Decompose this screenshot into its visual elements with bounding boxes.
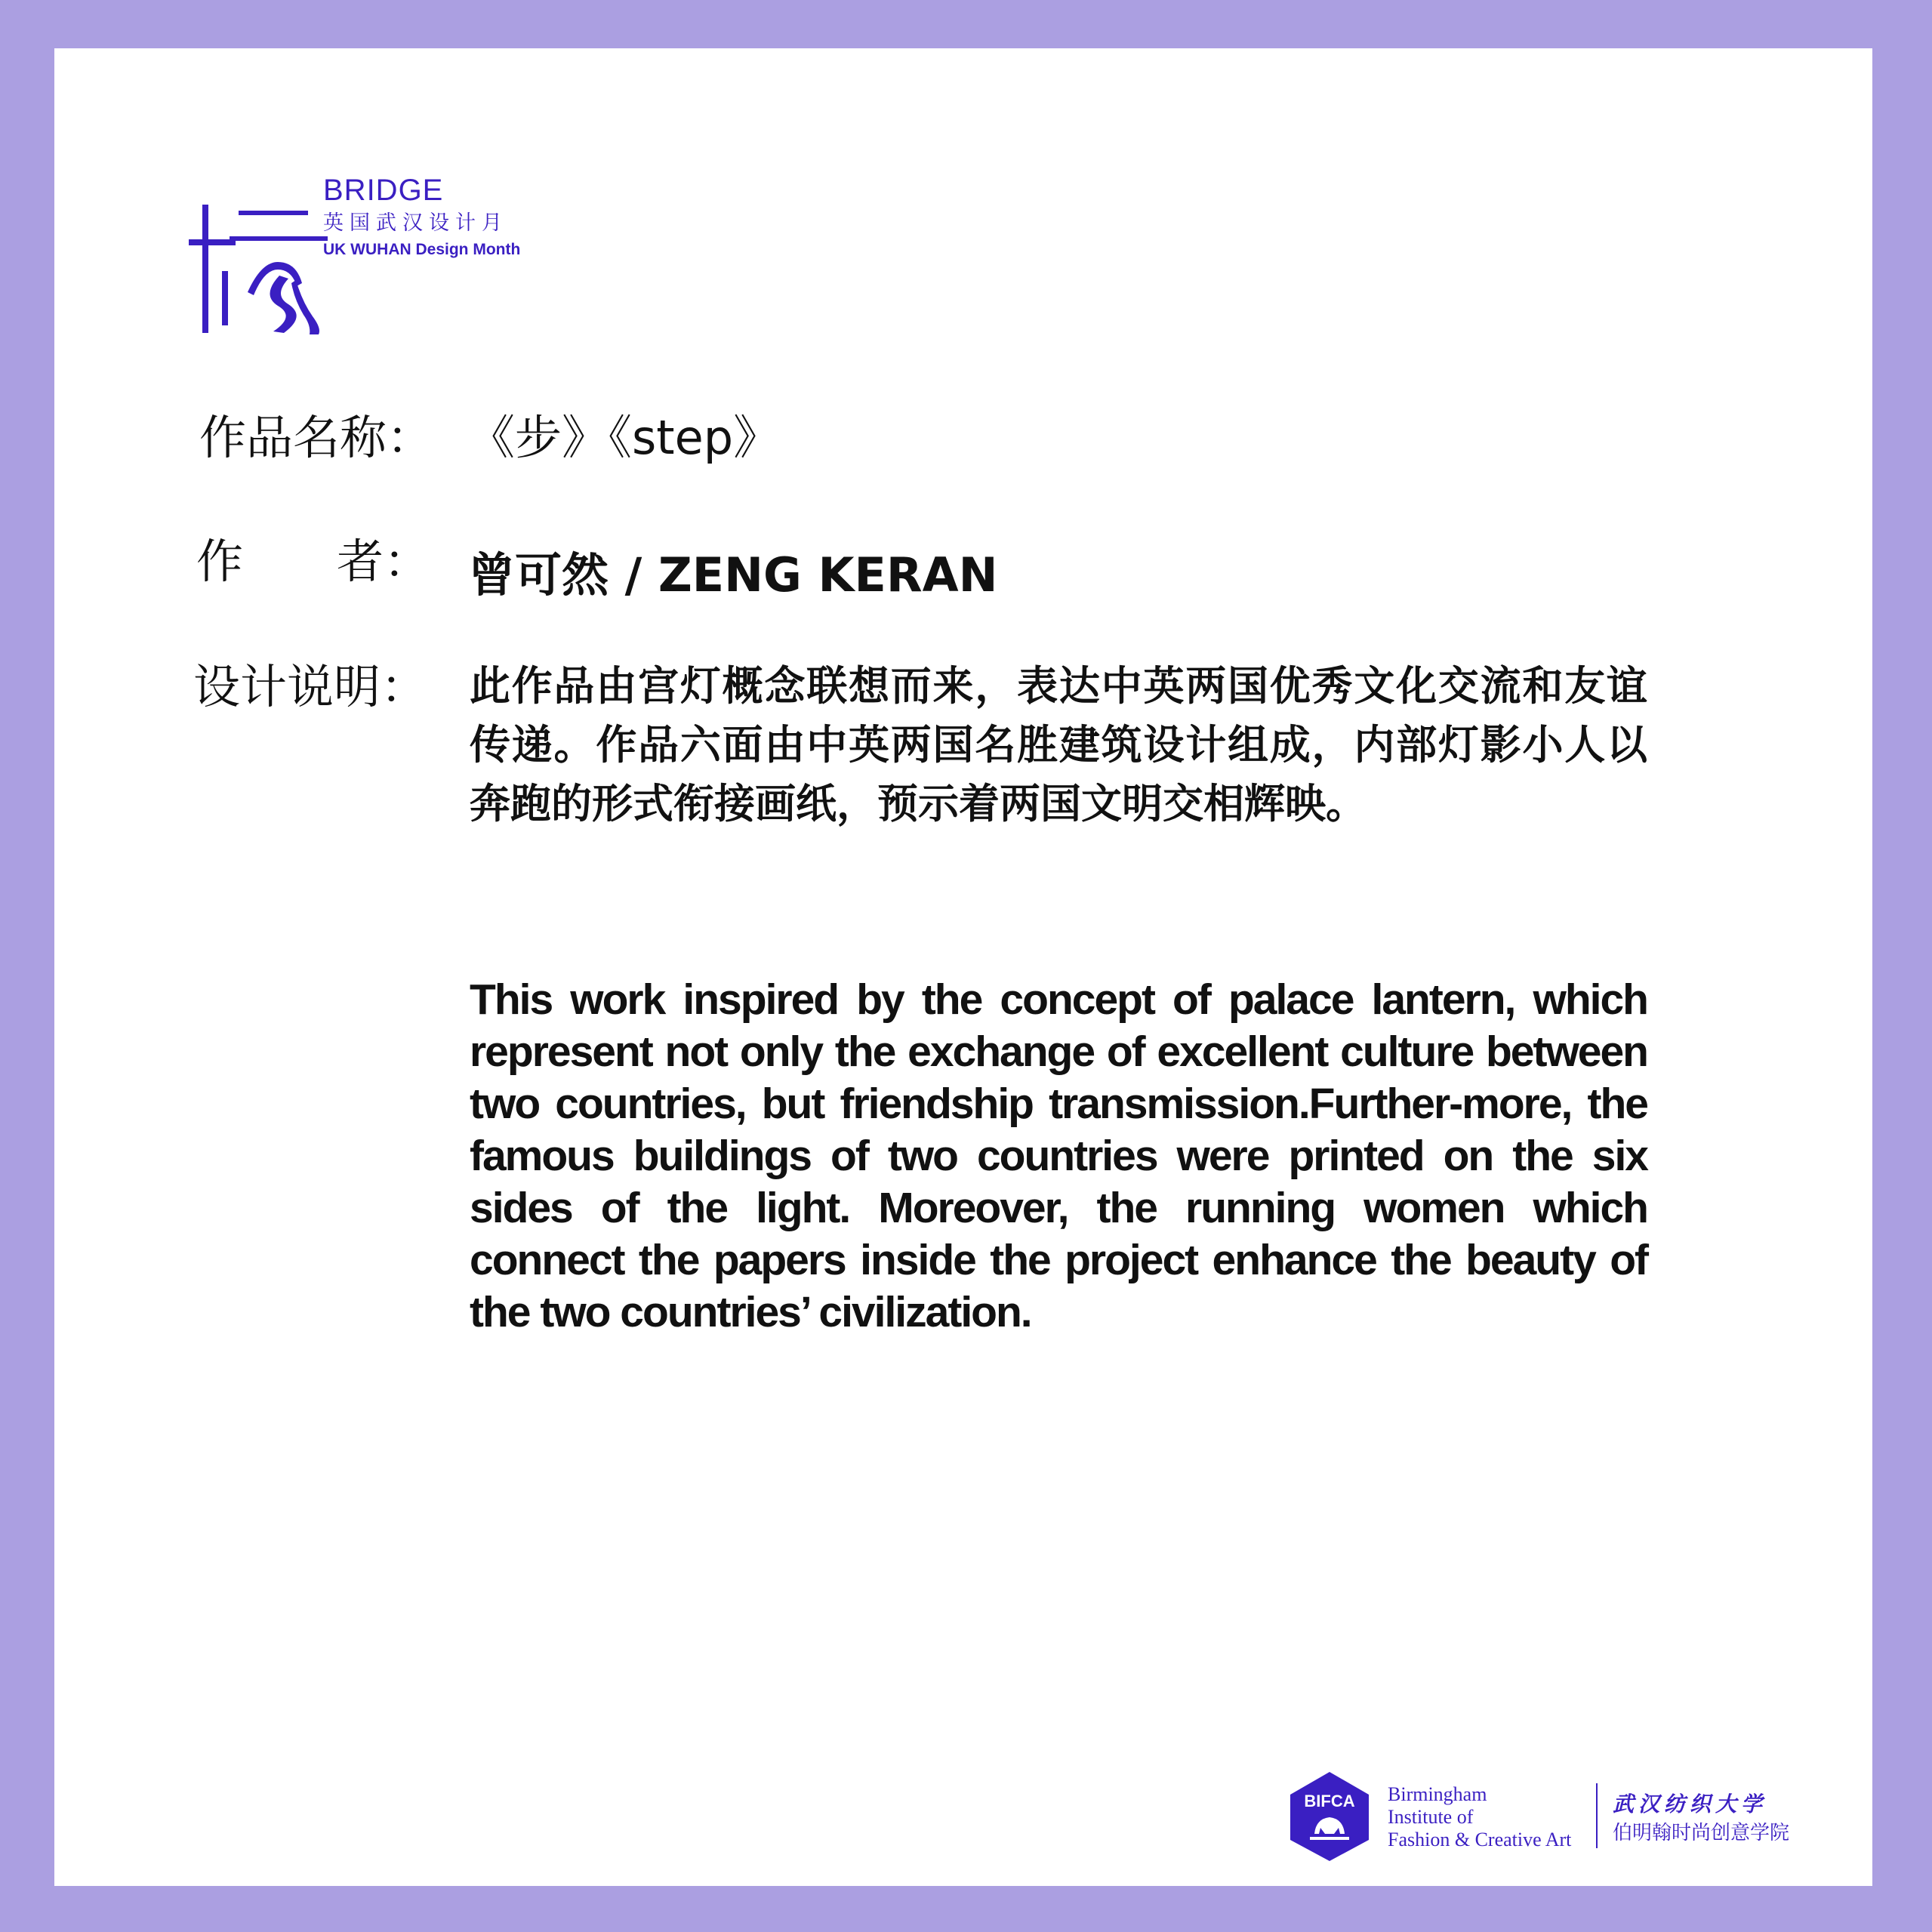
- bifca-line-2: Institute of: [1388, 1806, 1474, 1828]
- brand-subtitle-en: UK WUHAN Design Month: [323, 241, 521, 258]
- bifca-badge-text: BIFCA: [1304, 1792, 1355, 1810]
- author-label: 作 者：: [196, 534, 431, 589]
- bifca-logo-icon: [1287, 1770, 1372, 1863]
- description-chinese: 此作品由宫灯概念联想而来，表达中英两国优秀文化交流和友谊传递。作品六面由中英两国名胜建筑设计组成，内部灯影小人以奔跑的形式衔接画纸，预示着两国文明交相辉映。: [470, 662, 1647, 827]
- wtu-school: 伯明翰时尚创意学院: [1613, 1822, 1790, 1844]
- title-value: 《步》《step》: [468, 410, 781, 465]
- description-english: This work inspired by the concept of palace lantern, which represent not only the exchange of excellent culture between two countries, but friendship transmission.Further-more, the famous buildings of two countries were printed on the six sides of the light. Moreover, the running women which connect the papers inside the project enhance the beauty of the two countries’ civilization.: [470, 975, 1647, 1336]
- wtu-name: [1613, 1789, 1789, 1847]
- content-card: [54, 48, 1872, 1886]
- brand-text: [323, 172, 520, 261]
- bifca-line-3: Fashion & Creative Art: [1388, 1829, 1572, 1850]
- footer-divider: [1596, 1783, 1598, 1848]
- brand-subtitle-cn: 英国武汉设计月: [323, 211, 508, 235]
- bridge-logo-icon: [189, 203, 328, 335]
- title-label: 作品名称：: [199, 410, 434, 465]
- description-label: 设计说明：: [193, 659, 428, 714]
- wtu-calligraphy: 武汉纺织大学: [1613, 1792, 1767, 1816]
- bifca-name: [1388, 1783, 1571, 1851]
- bifca-line-1: Birmingham: [1388, 1783, 1487, 1805]
- author-value: 曾可然 / ZENG KERAN: [468, 547, 998, 602]
- brand-title: BRIDGE: [323, 174, 444, 207]
